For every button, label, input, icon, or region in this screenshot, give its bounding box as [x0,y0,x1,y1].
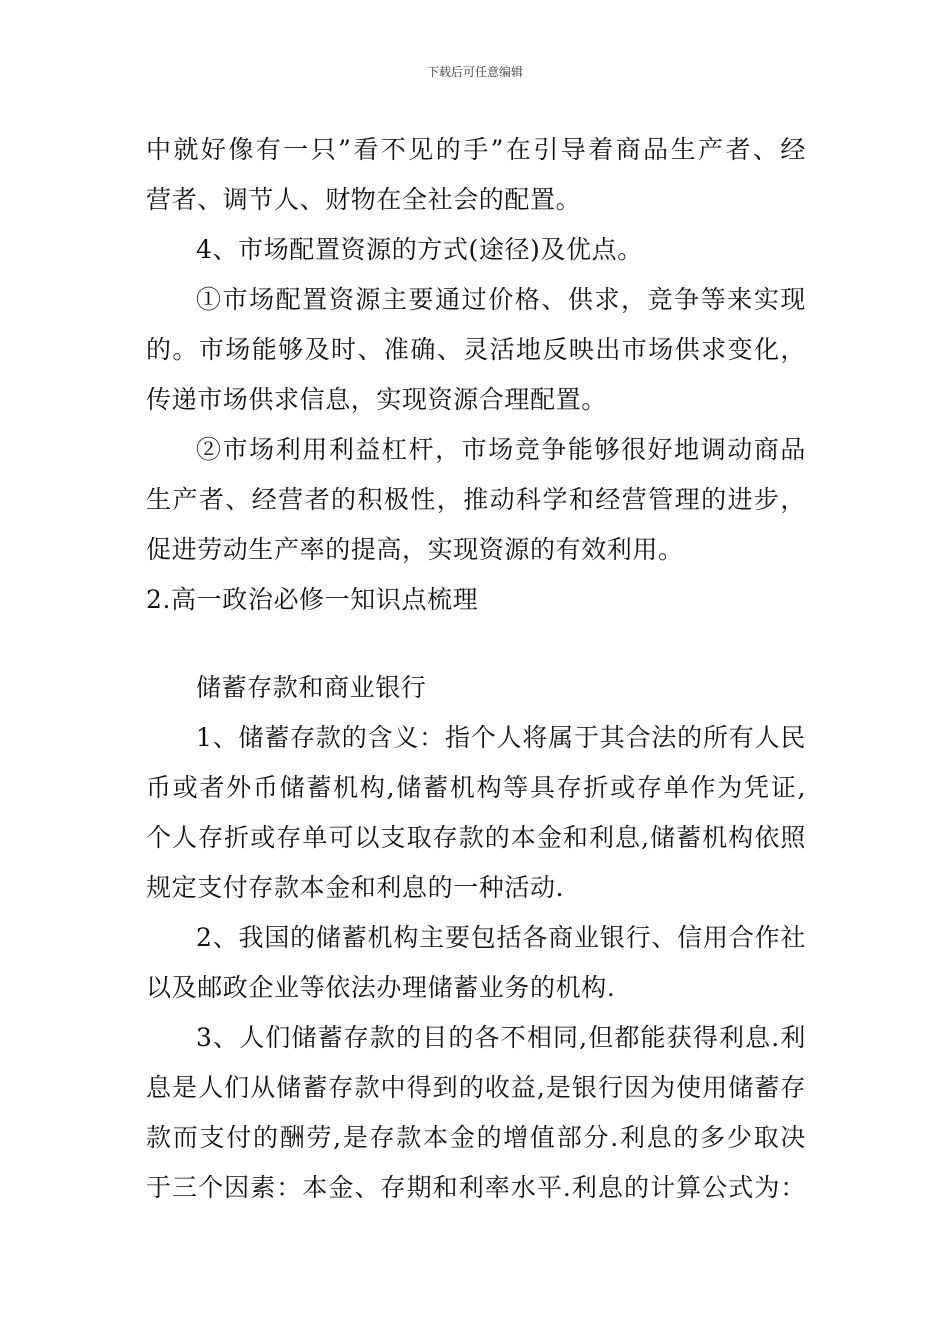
paragraph-line: 4、市场配置资源的方式(途径)及优点。 [196,235,643,264]
subsection-title: 储蓄存款和商业银行 [196,673,427,702]
paragraph-line: 中就好像有一只”看不见的手”在引导着商品生产者、经 [146,135,806,164]
paragraph-line: 款而支付的酬劳,是存款本金的增值部分.利息的多少取决 [146,1123,806,1152]
paragraph-line: 生产者、经营者的积极性，推动科学和经营管理的进步， [146,485,806,514]
paragraph-line: 以及邮政企业等依法办理储蓄业务的机构. [146,973,616,1002]
paragraph-line: 3、人们储蓄存款的目的各不相同,但都能获得利息.利 [196,1023,806,1052]
paragraph-line: 个人存折或存单可以支取存款的本金和利息,储蓄机构依照 [146,823,806,852]
paragraph-line: 于三个因素：本金、存期和利率水平.利息的计算公式为： [146,1173,806,1202]
paragraph-line: 2、我国的储蓄机构主要包括各商业银行、信用合作社 [196,923,806,952]
paragraph-line: 传递市场供求信息，实现资源合理配置。 [146,385,607,414]
page-header: 下载后可任意编辑 [426,65,523,79]
paragraph-line: ①市场配置资源主要通过价格、供求，竞争等来实现 [196,285,806,314]
blank-spacer [146,625,806,663]
paragraph-line: 促进劳动生产率的提高，实现资源的有效利用。 [146,535,684,564]
paragraph-line: 币或者外币储蓄机构,储蓄机构等具存折或存单作为凭证, [146,773,806,802]
paragraph-line: 的。市场能够及时、准确、灵活地反映出市场供求变化， [146,335,806,364]
paragraph-line: 规定支付存款本金和利息的一种活动. [146,873,565,902]
paragraph-line: 营者、调节人、财物在全社会的配置。 [146,185,582,214]
section-heading: 2.高一政治必修一知识点梳理 [146,585,479,614]
document-body [146,125,806,1213]
paragraph-line: 息是人们从储蓄存款中得到的收益,是银行因为使用储蓄存 [146,1073,806,1102]
paragraph-line: 1、储蓄存款的含义：指个人将属于其合法的所有人民 [196,723,806,752]
paragraph-line: ②市场利用利益杠杆，市场竞争能够很好地调动商品 [196,435,806,464]
